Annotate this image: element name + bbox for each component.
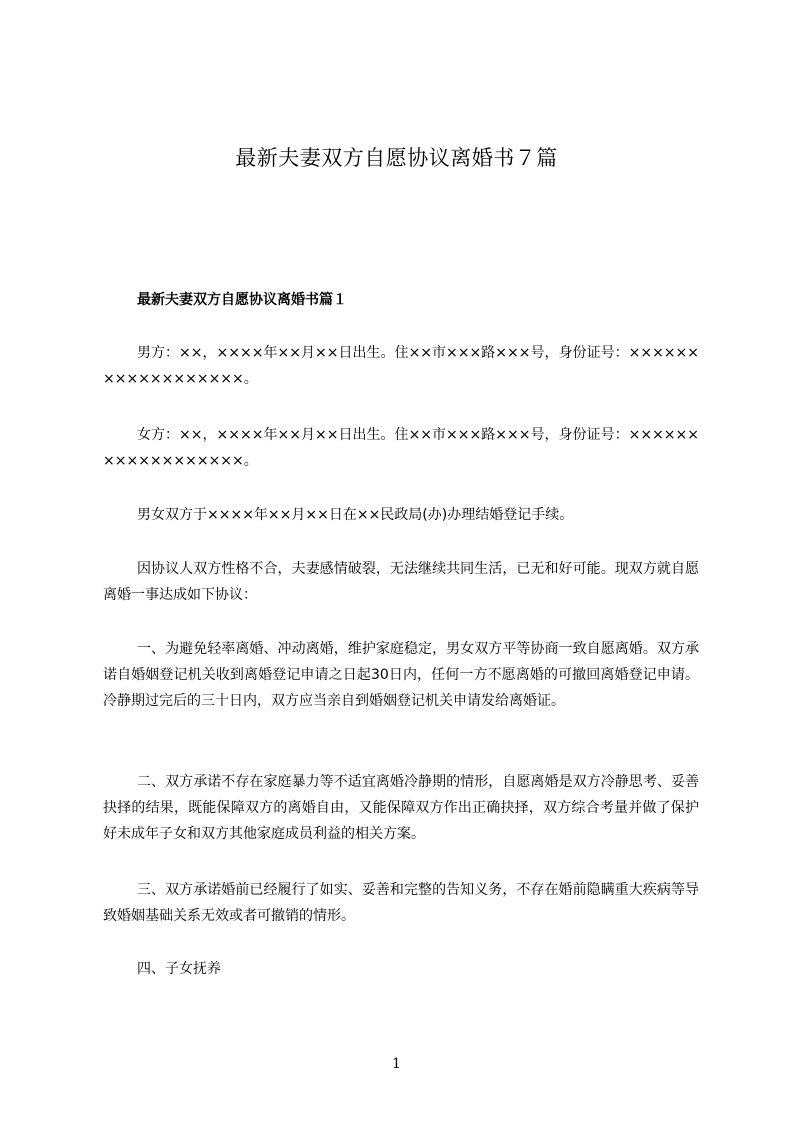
paragraph-clause-four-heading: 四、子女抚养 xyxy=(137,961,221,977)
paragraph-divorce-reason: 因协议人双方性格不合，夫妻感情破裂，无法继续共同生活，已无和好可能。现双方就自愿离婚一事达成如下协议： xyxy=(103,561,699,603)
document-title: 最新夫妻双方自愿协议离婚书７篇 xyxy=(235,146,558,170)
paragraph-female-party: 女方：××，××××年××月××日出生。住××市×××路×××号，身份证号：××××××××××××××××××。 xyxy=(103,427,699,469)
paragraph-male-party: 男方：××，××××年××月××日出生。住××市×××路×××号，身份证号：××××××××××××××××××。 xyxy=(103,345,699,387)
paragraph-clause-three: 三、双方承诺婚前已经履行了如实、妥善和完整的告知义务，不存在婚前隐瞒重大疾病等导致婚姻基础关系无效或者可撤销的情形。 xyxy=(103,882,699,924)
paragraph-clause-two: 二、双方承诺不存在家庭暴力等不适宜离婚冷静期的情形，自愿离婚是双方冷静思考、妥善抉择的结果，既能保障双方的离婚自由，又能保障双方作出正确抉择，双方综合考量并做了保护好未成年子女和双方其他家庭成员利益的相关方案。 xyxy=(103,774,699,842)
page-number: 1 xyxy=(392,1056,401,1072)
paragraph-marriage-registration: 男女双方于××××年××月××日在××民政局(办)办理结婚登记手续。 xyxy=(137,507,574,523)
paragraph-clause-one: 一、为避免轻率离婚、冲动离婚，维护家庭稳定，男女双方平等协商一致自愿离婚。双方承诺自婚姻登记机关收到离婚登记申请之日起30日内，任何一方不愿离婚的可撤回离婚登记申请。冷静期过完后的三十日内，双方应当亲自到婚姻登记机关申请发给离婚证。 xyxy=(103,641,699,709)
section-heading: 最新夫妻双方自愿协议离婚书篇１ xyxy=(137,292,347,308)
